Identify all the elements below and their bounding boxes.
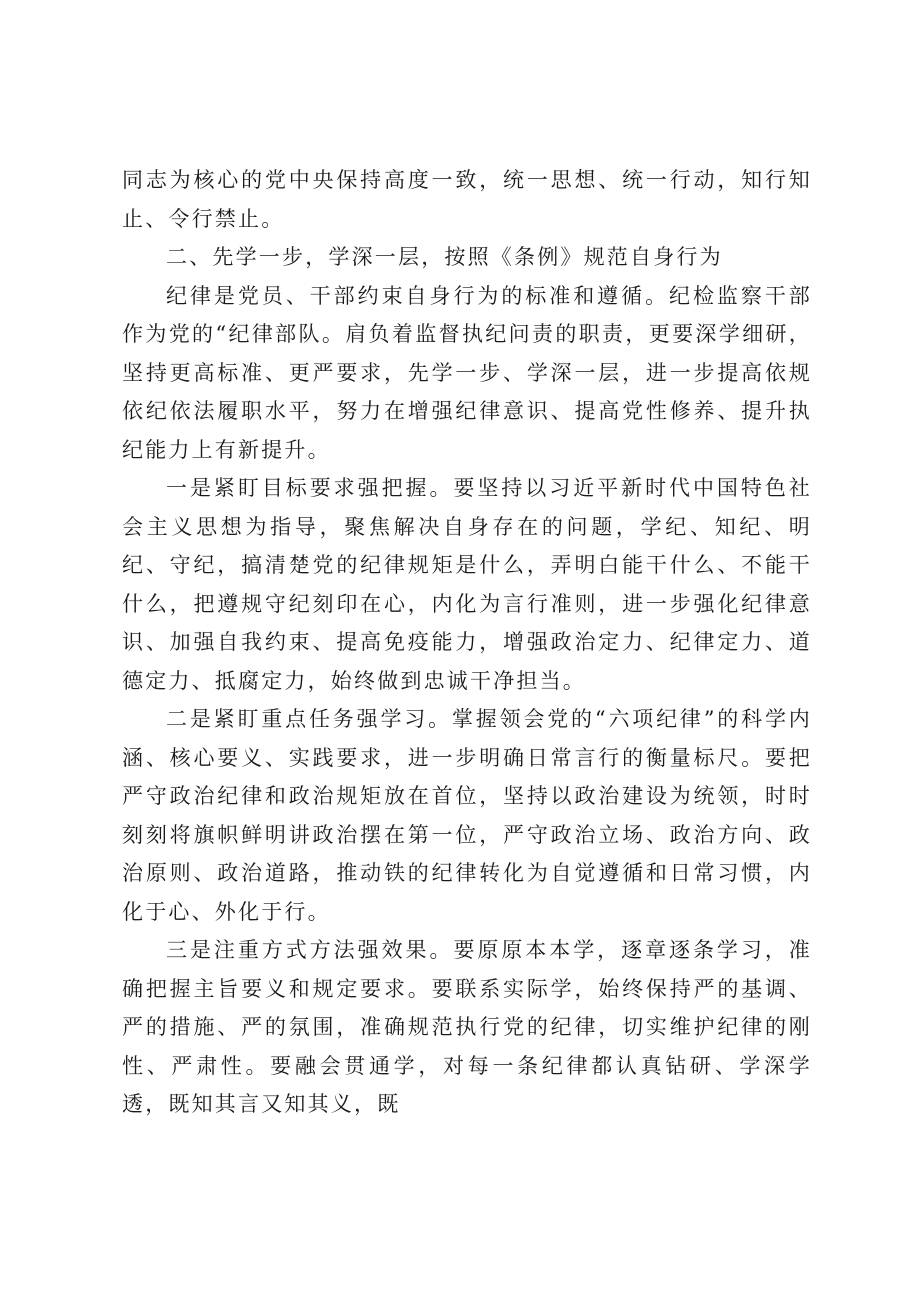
paragraph-continuation: 同志为核心的党中央保持高度一致，统一思想、统一行动，知行知止、令行禁止。	[122, 168, 812, 231]
paragraph-point-one: 一是紧盯目标要求强把握。要坚持以习近平新时代中国特色社会主义思想为指导，聚焦解决自身存在的问题，学纪、知纪、明纪、守纪，搞清楚党的纪律规矩是什么，弄明白能干什么、不能干什么，把遵规守纪刻印在心，内化为言行准则，进一步强化纪律意识、加强自我约束、提高免疫能力，增强政治定力、纪律定力、道德定力、抵腐定力，始终做到忠诚干净担当。	[122, 476, 812, 693]
paragraph-intro: 纪律是党员、干部约束自身行为的标准和遵循。纪检监察干部作为党的“纪律部队。肩负着监督执纪问责的职责，更要深学细研，坚持更高标准、更严要求，先学一步、学深一层，进一步提高依规依纪依法履职水平，努力在增强纪律意识、提高党性修养、提升执纪能力上有新提升。	[122, 283, 812, 462]
paragraph-point-three: 三是注重方式方法强效果。要原原本本学，逐章逐条学习，准确把握主旨要义和规定要求。要联系实际学，始终保持严的基调、严的措施、严的氛围，准确规范执行党的纪律，切实维护纪律的刚性、严肃性。要融会贯通学，对每一条纪律都认真钻研、学深学透，既知其言又知其义，既	[122, 938, 812, 1116]
section-heading: 二、先学一步，学深一层，按照《条例》规范自身行为	[166, 245, 723, 269]
paragraph-point-two: 二是紧盯重点任务强学习。掌握领会党的“六项纪律”的科学内涵、核心要义、实践要求，进一步明确日常言行的衡量标尺。要把严守政治纪律和政治规矩放在首位，坚持以政治建设为统领，时时刻刻将旗帜鲜明讲政治摆在第一位，严守政治立场、政治方向、政治原则、政治道路，推动铁的纪律转化为自觉遵循和日常习惯，内化于心、外化于行。	[122, 707, 812, 924]
document-body	[122, 161, 812, 1124]
